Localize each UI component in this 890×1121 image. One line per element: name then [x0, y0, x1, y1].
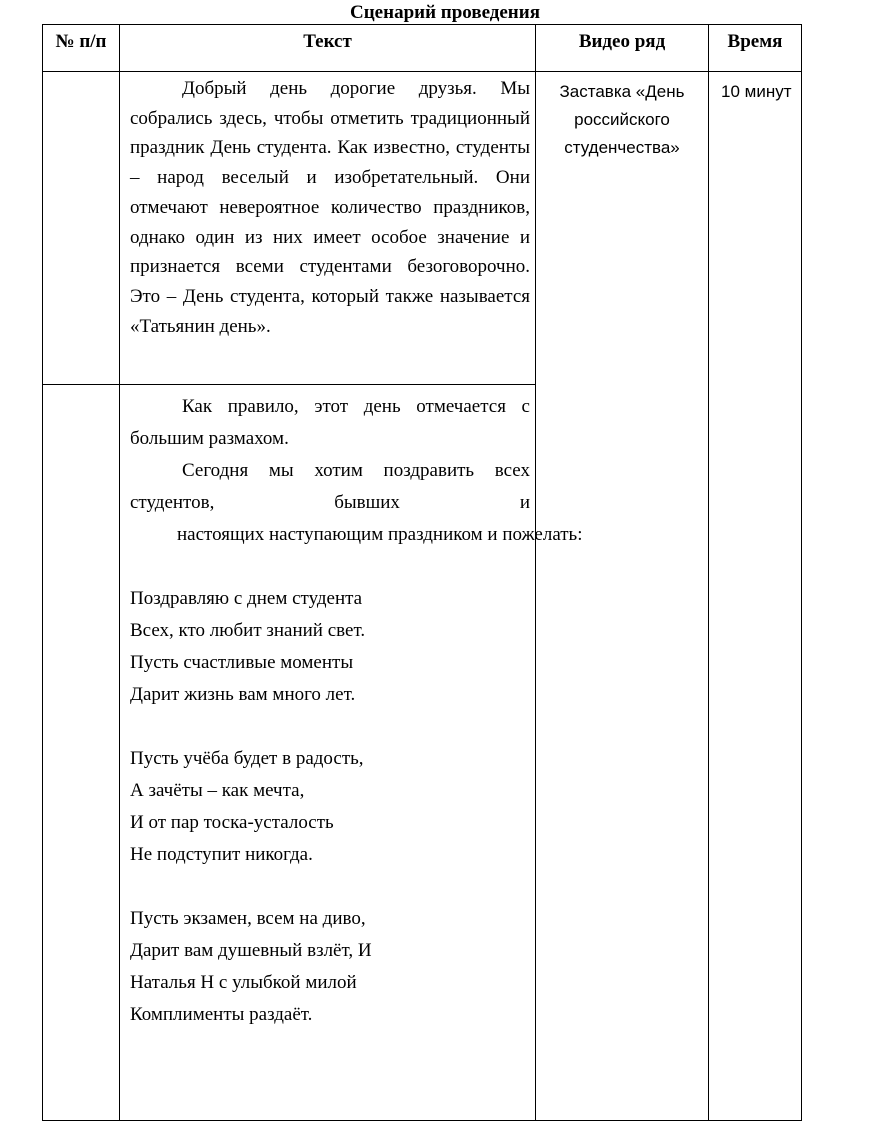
table-row — [43, 72, 802, 385]
header-number: № п/п — [43, 25, 120, 72]
header-text: Текст — [120, 25, 536, 72]
poem-line: Наталья Н с улыбкой милой — [130, 972, 357, 993]
poem-line: Дарит вам душевный взлёт, И — [130, 940, 372, 961]
row-text-cell — [120, 72, 536, 385]
intro-paragraph-1: Как правило, этот день отмечается с большим размахом. — [130, 396, 530, 449]
document-title: Сценарий проведения — [350, 2, 540, 23]
poem-line: Не подступит никогда. — [130, 844, 313, 865]
poem-stanza-2 — [130, 743, 530, 871]
header-row — [43, 25, 802, 72]
poem-line: Пусть счастливые моменты — [130, 652, 354, 673]
greeting-paragraph: Добрый день дорогие друзья. Мы собрались здесь, чтобы отметить традиционный праздник День студента. Как известно, студенты – народ веселый и изобретательный. Они отмечают невероятное количество праздников, однако один из них имеет особое значение и признается всеми студентами безоговорочно. Это – День студента, который также называется «Татьянин день». — [130, 78, 530, 337]
poem-line: Всех, кто любит знаний свет. — [130, 620, 366, 641]
poem-stanza-1 — [130, 583, 530, 711]
intro-paragraph-2a: Сегодня мы хотим поздравить всех студентов, бывших и — [130, 460, 530, 513]
video-cell: Заставка «День российского студенчества» — [536, 72, 709, 1121]
header-video: Видео ряд — [536, 25, 709, 72]
poem-line: Пусть учёба будет в радость, — [130, 748, 364, 769]
poem-line: Поздравляю с днем студента — [130, 588, 363, 609]
poem-line: Пусть экзамен, всем на диво, — [130, 908, 366, 929]
intro-line-2b: настоящих наступающим праздником и пожелать: — [177, 524, 583, 545]
poem-stanza-3 — [130, 903, 530, 1031]
poem-line: А зачёты – как мечта, — [130, 780, 305, 801]
row-number-cell — [43, 385, 120, 1121]
poem-line: Дарит жизнь вам много лет. — [130, 684, 356, 705]
row-number-cell — [43, 72, 120, 385]
intro-paragraph-2b — [130, 519, 583, 551]
header-time: Время — [709, 25, 802, 72]
row-text-cell — [120, 385, 583, 1121]
scenario-table — [42, 24, 802, 1121]
poem-line: Комплименты раздаёт. — [130, 1004, 313, 1025]
poem-line: И от пар тоска-усталость — [130, 812, 334, 833]
time-cell: 10 минут — [709, 72, 802, 1121]
